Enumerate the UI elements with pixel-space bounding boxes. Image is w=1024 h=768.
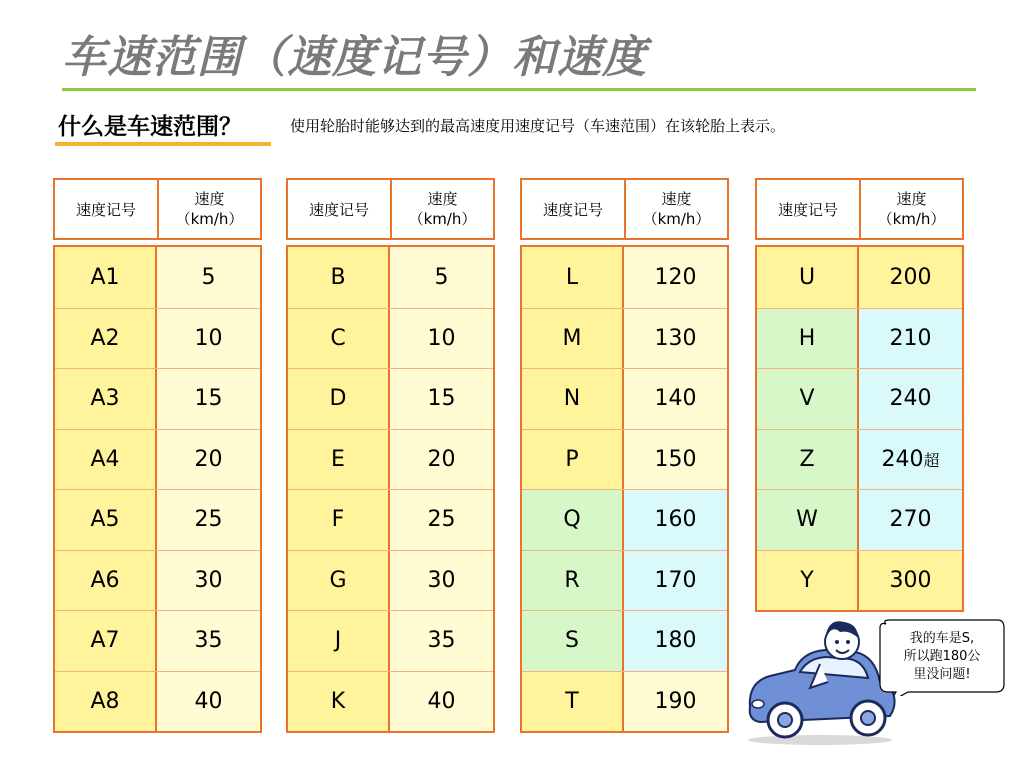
table-row (55, 308, 260, 369)
table-row (522, 368, 727, 429)
speed-code: Z (757, 430, 859, 490)
table-row (288, 671, 493, 732)
table-header-4 (755, 178, 964, 240)
speed-code: G (288, 551, 390, 611)
table-row (288, 489, 493, 550)
speed-value: 15 (390, 369, 493, 429)
speed-table-3 (520, 245, 729, 733)
header-speed: 速度 （km/h） (175, 190, 244, 228)
speed-code: C (288, 309, 390, 369)
table-row (55, 550, 260, 611)
speed-code: A5 (55, 490, 157, 550)
speed-table-1 (53, 245, 262, 733)
header-symbol: 速度记号 (55, 180, 159, 238)
table-row (522, 550, 727, 611)
speed-code: S (522, 611, 624, 671)
speed-code: A4 (55, 430, 157, 490)
table-row (288, 610, 493, 671)
speed-code: A1 (55, 247, 157, 308)
speed-code: N (522, 369, 624, 429)
table-header-2 (286, 178, 495, 240)
speed-code: L (522, 247, 624, 308)
speed-value: 150 (624, 430, 727, 490)
speed-suffix: 超 (923, 450, 940, 470)
table-row (522, 610, 727, 671)
speed-value: 30 (157, 551, 260, 611)
speed-code: A3 (55, 369, 157, 429)
table-row (55, 610, 260, 671)
speed-code: A2 (55, 309, 157, 369)
speed-code: T (522, 672, 624, 732)
speed-code: P (522, 430, 624, 490)
header-speed: 速度 （km/h） (877, 190, 946, 228)
table-row (757, 429, 962, 490)
speed-table-2 (286, 245, 495, 733)
table-row (757, 489, 962, 550)
speed-code: A7 (55, 611, 157, 671)
header-symbol: 速度记号 (288, 180, 392, 238)
speed-code: J (288, 611, 390, 671)
table-row (55, 671, 260, 732)
speed-value: 30 (390, 551, 493, 611)
speed-code: R (522, 551, 624, 611)
speed-value: 140 (624, 369, 727, 429)
table-row (55, 429, 260, 490)
speed-value: 200 (859, 247, 962, 308)
table-row (288, 550, 493, 611)
speed-code: K (288, 672, 390, 732)
speed-value: 190 (624, 672, 727, 732)
header-symbol: 速度记号 (757, 180, 861, 238)
speed-value: 240 (859, 369, 962, 429)
table-row (522, 429, 727, 490)
speed-value: 20 (157, 430, 260, 490)
table-row (288, 247, 493, 308)
table-header-1 (53, 178, 262, 240)
table-row (522, 671, 727, 732)
header-symbol: 速度记号 (522, 180, 626, 238)
speed-code: U (757, 247, 859, 308)
car-driver-illustration (740, 612, 900, 747)
speed-value: 15 (157, 369, 260, 429)
speed-value: 130 (624, 309, 727, 369)
speed-code: Y (757, 551, 859, 611)
speed-value: 180 (624, 611, 727, 671)
speed-value: 160 (624, 490, 727, 550)
description-text: 使用轮胎时能够达到的最高速度用速度记号（车速范围）在该轮胎上表示。 (290, 117, 786, 135)
speed-value: 25 (157, 490, 260, 550)
speed-code: V (757, 369, 859, 429)
speech-bubble-text: 我的车是S, 所以跑180公 里没问题! (903, 631, 981, 682)
table-row (757, 368, 962, 429)
speed-value: 20 (390, 430, 493, 490)
page-title: 车速范围（速度记号）和速度 (62, 32, 647, 83)
speed-code: F (288, 490, 390, 550)
speed-code: D (288, 369, 390, 429)
speed-code: A8 (55, 672, 157, 732)
speed-code: B (288, 247, 390, 308)
speed-value: 25 (390, 490, 493, 550)
table-row (757, 308, 962, 369)
table-row (288, 308, 493, 369)
speed-value: 40 (157, 672, 260, 732)
table-row (55, 368, 260, 429)
speed-value: 300 (859, 551, 962, 611)
table-row (522, 247, 727, 308)
speed-code: A6 (55, 551, 157, 611)
speed-value: 210 (859, 309, 962, 369)
table-row (757, 247, 962, 308)
table-row (55, 247, 260, 308)
speed-value: 10 (390, 309, 493, 369)
table-row (288, 429, 493, 490)
table-row (522, 308, 727, 369)
title-divider (62, 88, 976, 91)
table-row (55, 489, 260, 550)
speed-value: 120 (624, 247, 727, 308)
speed-value: 35 (390, 611, 493, 671)
speed-code: E (288, 430, 390, 490)
speed-value: 5 (157, 247, 260, 308)
speed-code: Q (522, 490, 624, 550)
table-row (522, 489, 727, 550)
speed-value: 5 (390, 247, 493, 308)
table-header-3 (520, 178, 729, 240)
speed-value: 270 (859, 490, 962, 550)
header-speed: 速度 （km/h） (642, 190, 711, 228)
header-speed: 速度 （km/h） (408, 190, 477, 228)
speed-value: 240 超 (859, 430, 962, 490)
question-heading: 什么是车速范围？ (58, 114, 242, 140)
speed-table-4 (755, 245, 964, 612)
speed-value: 40 (390, 672, 493, 732)
question-underline (55, 142, 271, 146)
speed-code: W (757, 490, 859, 550)
speed-value: 35 (157, 611, 260, 671)
table-row (288, 368, 493, 429)
speed-value: 170 (624, 551, 727, 611)
speed-code: H (757, 309, 859, 369)
speed-code: M (522, 309, 624, 369)
table-row (757, 550, 962, 611)
speed-value: 10 (157, 309, 260, 369)
